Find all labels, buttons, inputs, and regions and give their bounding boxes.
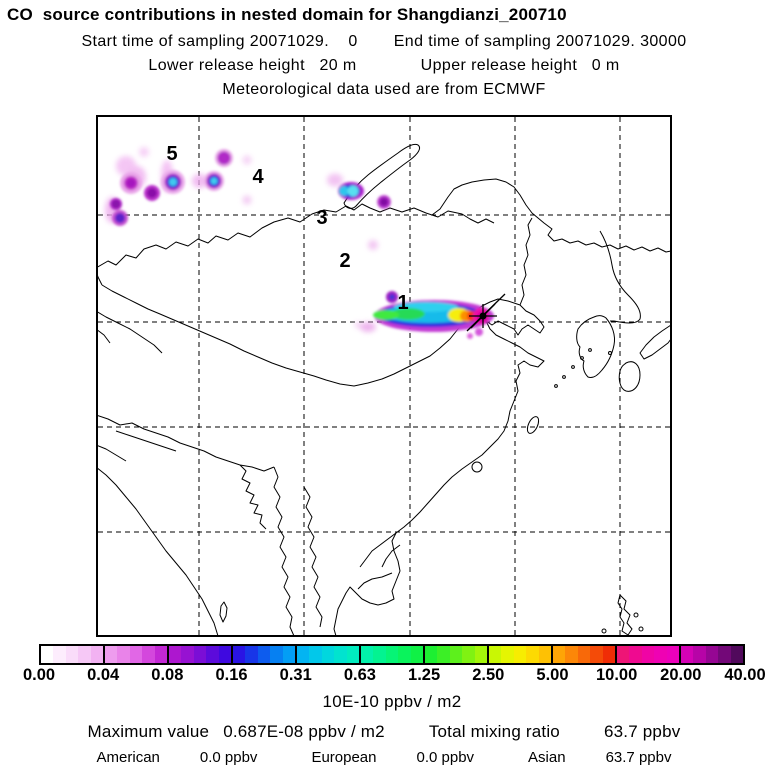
colorbar-cell	[233, 646, 245, 663]
colorbar-cell	[361, 646, 373, 663]
met-source-text: Meteorological data used are from ECMWF	[222, 81, 546, 98]
colorbar-cell	[462, 646, 474, 663]
colorbar-cell	[41, 646, 53, 663]
colorbar-cell	[553, 646, 565, 663]
colorbar-cell	[270, 646, 282, 663]
colorbar-cell	[66, 646, 78, 663]
colorbar-cell	[603, 646, 615, 663]
colorbar-tick-label: 0.63	[343, 666, 376, 684]
asian-value: 63.7 ppbv	[605, 749, 672, 766]
maximum-value: 0.687E-08 ppbv / m2	[223, 722, 385, 741]
plume-faint-patches	[105, 147, 378, 332]
colorbar-segment	[679, 646, 743, 663]
colorbar-segment	[231, 646, 295, 663]
figure-title: CO source contributions in nested domain for Shangdianzi_200710	[7, 5, 567, 24]
colorbar-cell	[642, 646, 654, 663]
region-label-5: 5	[166, 143, 178, 165]
release-heights-line	[0, 57, 768, 75]
colorbar-segment	[551, 646, 615, 663]
colorbar-segment	[423, 646, 487, 663]
map-frame	[97, 116, 671, 636]
colorbar-tick-label: 0.31	[279, 666, 312, 684]
colorbar-cell	[617, 646, 629, 663]
colorbar-cell	[514, 646, 526, 663]
colorbar-segment	[359, 646, 423, 663]
colorbar-cell	[398, 646, 410, 663]
maximum-value-label: Maximum value	[87, 722, 210, 741]
colorbar-cell	[578, 646, 590, 663]
colorbar-cell	[78, 646, 90, 663]
colorbar-cell	[718, 646, 730, 663]
american-contribution	[97, 749, 258, 766]
colorbar-cell	[219, 646, 231, 663]
colorbar-tick-labels	[22, 666, 766, 688]
colorbar-cell	[629, 646, 641, 663]
american-label: American	[96, 749, 160, 766]
colorbar-cell	[181, 646, 193, 663]
colorbar-segment	[295, 646, 359, 663]
asian-label: Asian	[528, 749, 566, 766]
colorbar-tick-label: 5.00	[536, 666, 569, 684]
colorbar-cell	[489, 646, 501, 663]
colorbar-cell	[283, 646, 295, 663]
start-time-text: Start time of sampling 20071029. 0	[81, 33, 358, 50]
colorbar-cell	[590, 646, 602, 663]
european-value: 0.0 ppbv	[416, 749, 475, 766]
map	[96, 115, 672, 637]
total-mixing-ratio-value: 63.7 ppbv	[603, 722, 681, 741]
colorbar-cell	[539, 646, 551, 663]
colorbar-cell	[386, 646, 398, 663]
colorbar-unit-label: 10E-10 ppbv / m2	[322, 692, 462, 711]
colorbar-cell	[347, 646, 359, 663]
met-data-line	[0, 81, 768, 99]
summary-stats-line	[0, 722, 768, 742]
colorbar-cell	[130, 646, 142, 663]
colorbar-tick-label: 20.00	[660, 666, 702, 684]
colorbar-cell	[142, 646, 154, 663]
colorbar-segment	[487, 646, 551, 663]
region-label-1: 1	[397, 292, 409, 314]
european-label: European	[311, 749, 377, 766]
colorbar-cell	[373, 646, 385, 663]
region-label-4: 4	[252, 166, 264, 188]
colorbar-cell	[475, 646, 487, 663]
colorbar-cell	[245, 646, 257, 663]
colorbar-segment	[615, 646, 679, 663]
upper-release-text: Upper release height 0 m	[420, 57, 620, 74]
colorbar-tick-label: 40.00	[724, 666, 766, 684]
colorbar-segment	[103, 646, 167, 663]
region-label-3: 3	[316, 207, 328, 229]
colorbar-tick-label: 0.08	[151, 666, 184, 684]
regional-contributions-line	[0, 749, 768, 766]
colorbar-cell	[667, 646, 679, 663]
colorbar-cell	[53, 646, 65, 663]
total-mixing-ratio-label: Total mixing ratio	[428, 722, 560, 741]
colorbar-cell	[411, 646, 423, 663]
plume-blobs	[110, 149, 494, 339]
colorbar-cell	[334, 646, 346, 663]
colorbar-cell	[206, 646, 218, 663]
colorbar-segment	[41, 646, 103, 663]
american-value: 0.0 ppbv	[199, 749, 258, 766]
colorbar-tick-label: 1.25	[408, 666, 441, 684]
lower-release-text: Lower release height 20 m	[148, 57, 357, 74]
colorbar-cell	[654, 646, 666, 663]
colorbar-cell	[501, 646, 513, 663]
colorbar-cell	[105, 646, 117, 663]
colorbar-cell	[309, 646, 321, 663]
colorbar-tick-label: 2.50	[472, 666, 505, 684]
colorbar-cell	[155, 646, 167, 663]
colorbar-cell	[194, 646, 206, 663]
european-contribution	[311, 749, 474, 766]
colorbar-cell	[425, 646, 437, 663]
colorbar-cell	[693, 646, 705, 663]
colorbar	[39, 644, 745, 665]
end-time-text: End time of sampling 20071029. 30000	[393, 33, 687, 50]
colorbar-cell	[117, 646, 129, 663]
colorbar-cell	[731, 646, 743, 663]
colorbar-cell	[258, 646, 270, 663]
region-label-2: 2	[339, 250, 351, 272]
colorbar-cell	[169, 646, 181, 663]
colorbar-cell	[322, 646, 334, 663]
colorbar-tick-label: 0.00	[22, 666, 56, 684]
colorbar-cell	[450, 646, 462, 663]
asian-contribution	[528, 749, 671, 766]
graticule	[98, 117, 670, 635]
colorbar-cell	[91, 646, 103, 663]
coastlines	[96, 144, 671, 636]
colorbar-segment	[167, 646, 231, 663]
colorbar-tick-label: 0.04	[87, 666, 120, 684]
sampling-times-line	[0, 33, 768, 51]
colorbar-cell	[681, 646, 693, 663]
colorbar-cell	[565, 646, 577, 663]
colorbar-cell	[297, 646, 309, 663]
colorbar-cell	[437, 646, 449, 663]
colorbar-tick-label: 10.00	[595, 666, 638, 684]
colorbar-cell	[706, 646, 718, 663]
colorbar-cell	[526, 646, 538, 663]
colorbar-tick-label: 0.16	[215, 666, 248, 684]
